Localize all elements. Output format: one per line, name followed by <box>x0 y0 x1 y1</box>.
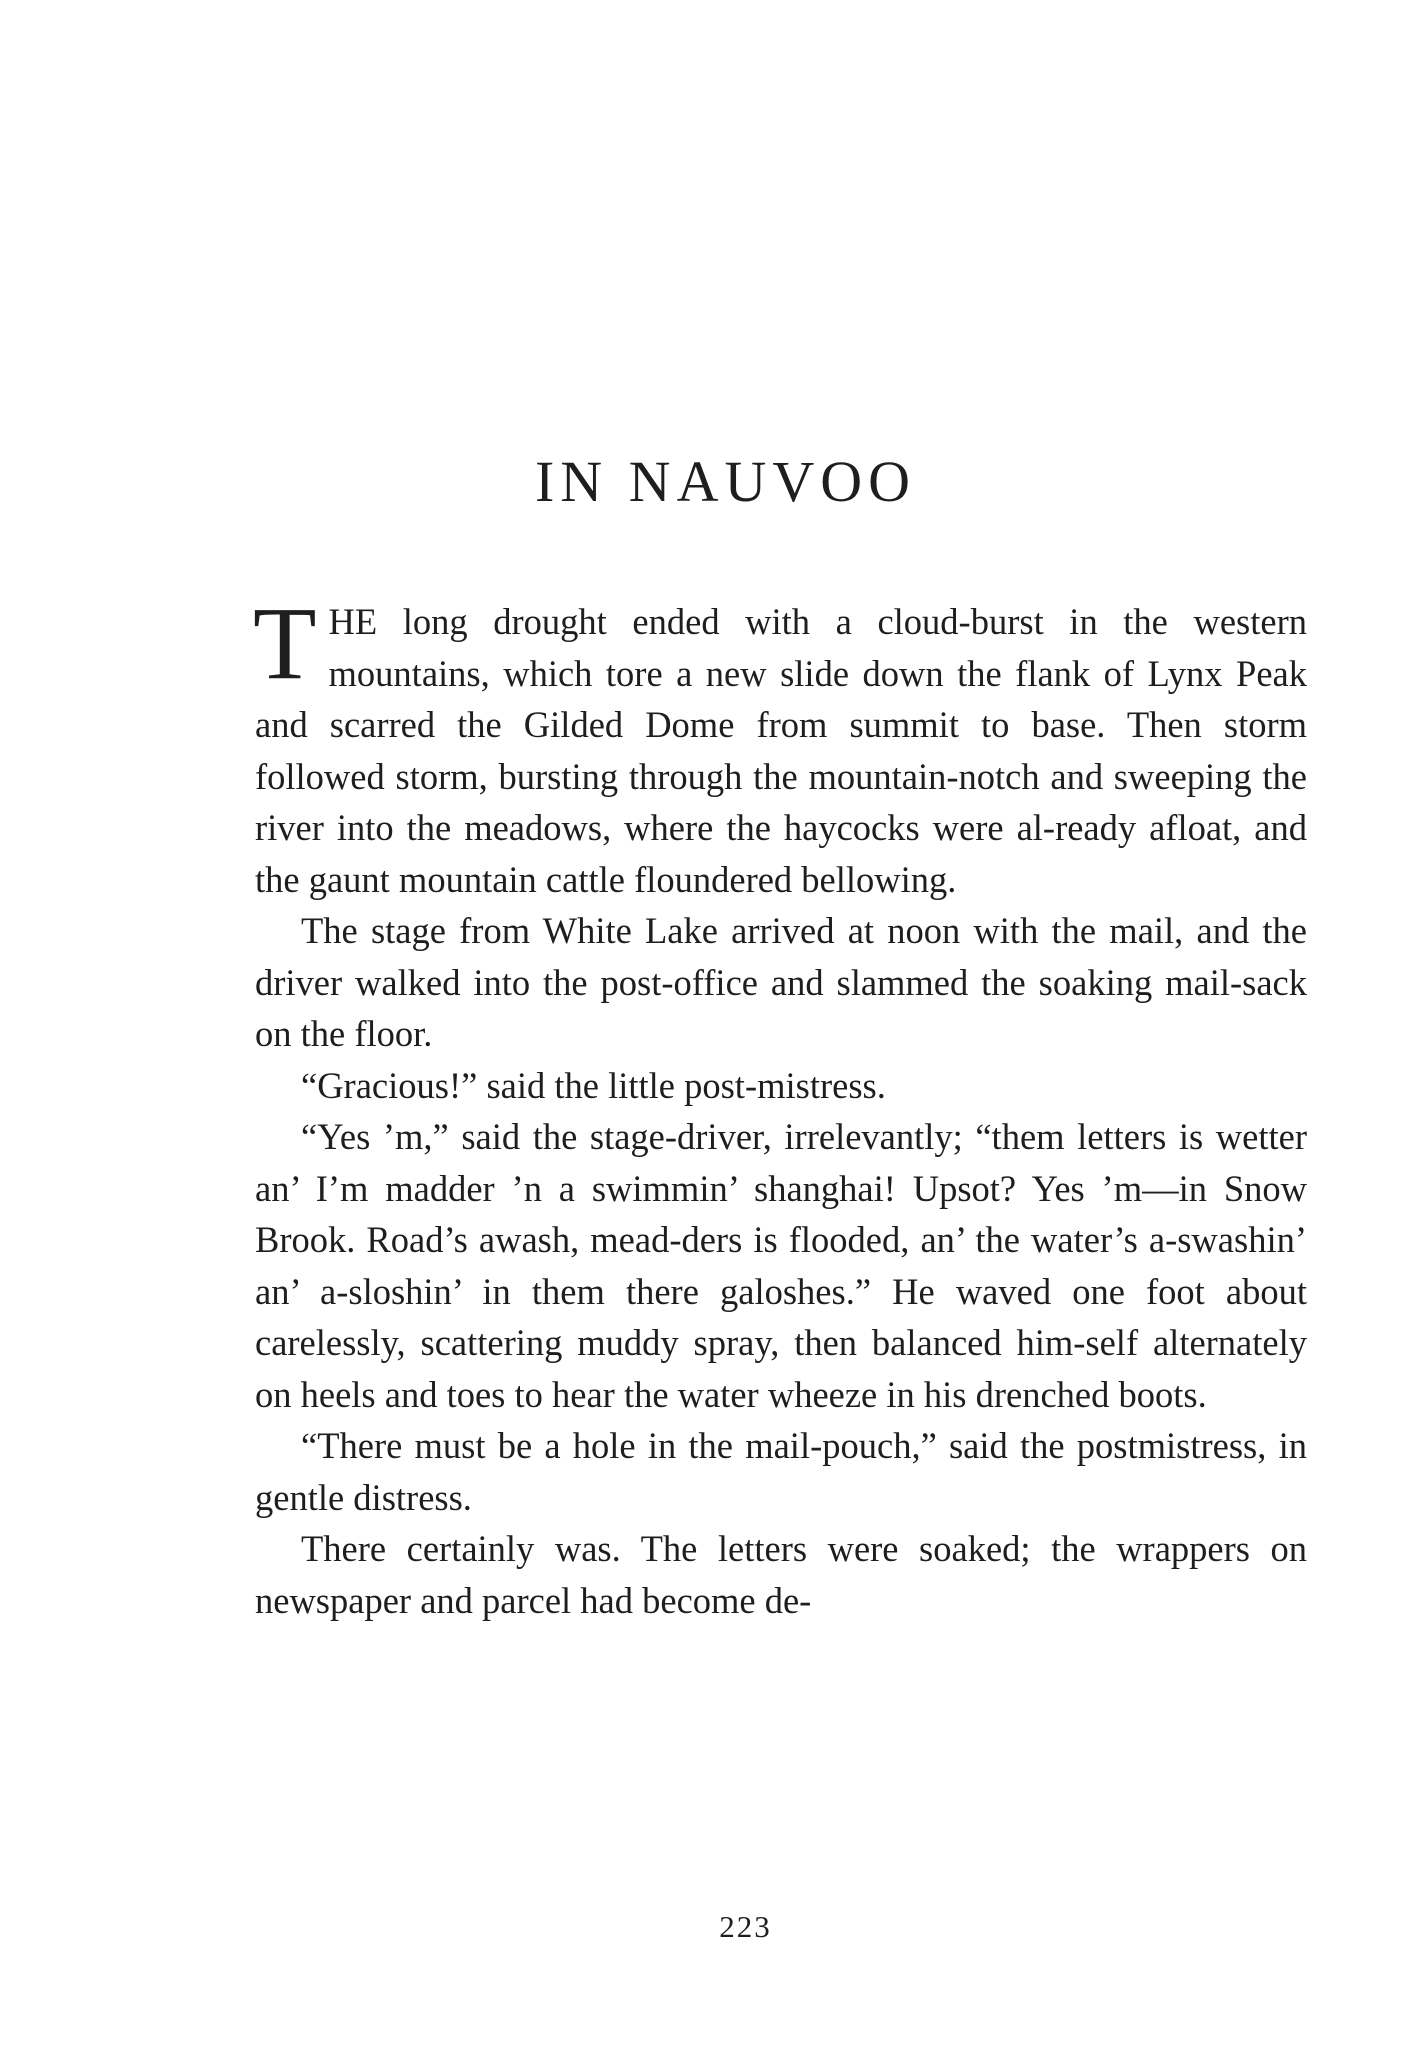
paragraph-2: The stage from White Lake arrived at noon with the mail, and the driver walked into the post-office and slammed the soaking mail-sack on the floor. <box>255 910 1307 1054</box>
paragraph-1-text: HE long drought ended with a cloud-burst in the western mountains, which tore a new slide down the flank of Lynx Peak and scarred the Gilded Dome from summit to base. Then storm followed storm, bursting through the mountain-notch and sweeping the river into the meadows, where the haycocks were al-ready afloat, and the gaunt mountain cattle floundered bellowing. <box>255 601 1307 900</box>
paragraph-3: “Gracious!” said the little post-mistress. <box>301 1064 886 1106</box>
paragraph-4: “Yes ’m,” said the stage-driver, irrelevantly; “them letters is wetter an’ I’m madder ’n a swimmin’ shanghai! Upsot? Yes ’m—in Snow Brook. Road’s awash, mead-ders is flooded, an’ the water’s a-swashin’ an’ a-sloshin’ in them there galoshes.” He waved one foot about carelessly, scattering muddy spray, then balanced him-self alternately on heels and toes to hear the water wheeze in his drenched boots. <box>255 1116 1307 1415</box>
paragraph-6: There certainly was. The letters were soaked; the wrappers on newspaper and parcel had become de- <box>255 1528 1307 1621</box>
page-number: 223 <box>719 1909 772 1944</box>
body-text <box>253 586 1307 1626</box>
drop-cap: T <box>253 586 317 701</box>
paragraph-5: “There must be a hole in the mail-pouch,” said the postmistress, in gentle distress. <box>255 1425 1307 1518</box>
paragraph-1 <box>253 586 1307 905</box>
chapter-title: IN NAUVOO <box>534 449 916 514</box>
